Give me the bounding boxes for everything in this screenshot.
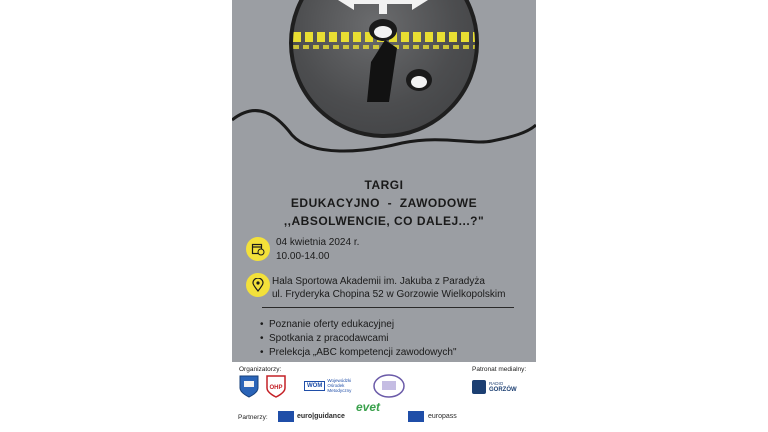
venue-name: Hala Sportowa Akademii im. Jakuba z Paradyża: [272, 276, 485, 287]
euroguidance-text: euro|guidance: [297, 413, 345, 420]
radio-logo-icon: [472, 380, 486, 394]
partners-label: Partnerzy:: [238, 414, 268, 421]
ohp-logo-text: OHP: [269, 385, 283, 391]
radio-gorzow-logo: [472, 380, 517, 394]
eu-flag-icon: [408, 411, 424, 422]
school-badge-logo: [372, 373, 406, 399]
evet-text: evet: [356, 400, 381, 414]
wom-logo-mark: WOM: [304, 381, 325, 391]
event-highlights-list: [260, 318, 457, 360]
ohp-logo: [265, 374, 287, 398]
sneakers-image: [363, 0, 443, 102]
wom-logo: [304, 378, 365, 393]
europass-logo: [408, 411, 457, 422]
event-poster: [232, 0, 536, 432]
euroguidance-logo: [278, 411, 345, 422]
city-crest-logo: [238, 374, 260, 398]
event-time: 10.00-14.00: [276, 251, 330, 262]
event-title-line-1: TARGI: [364, 178, 404, 192]
calendar-clock-icon: [246, 237, 270, 261]
list-item: • Prelekcja „ABC kompetencji zawodowych": [260, 346, 457, 360]
event-date: 04 kwietnia 2024 r.: [276, 237, 360, 248]
europass-text: europass: [428, 413, 457, 420]
radio-logo-bottom: GORZÓW: [489, 387, 517, 393]
wom-logo-text: Wojewódzki Ośrodek Metodyczny: [327, 378, 352, 393]
media-patron-label: Patronat medialny:: [472, 366, 527, 373]
location-pin-icon: [246, 273, 270, 297]
event-title-line-3: ,,ABSOLWENCIE, CO DALEJ...?": [283, 214, 485, 228]
radio-logo-top: RADIO: [489, 381, 504, 386]
list-item: • Poznanie oferty edukacyjnej: [260, 318, 457, 332]
evet-logo: [356, 400, 380, 414]
organizers-label: Organizatorzy:: [239, 366, 282, 373]
venue-address: ul. Fryderyka Chopina 52 w Gorzowie Wielkopolskim: [272, 289, 506, 300]
poster-main-panel: [232, 0, 536, 362]
list-item: • Spotkania z pracodawcami: [260, 332, 457, 346]
decorative-wave: [232, 95, 536, 155]
event-title-line-2: EDUKACYJNO - ZAWODOWE: [290, 196, 478, 210]
eu-flag-icon: [278, 411, 294, 422]
section-divider: [262, 307, 514, 308]
